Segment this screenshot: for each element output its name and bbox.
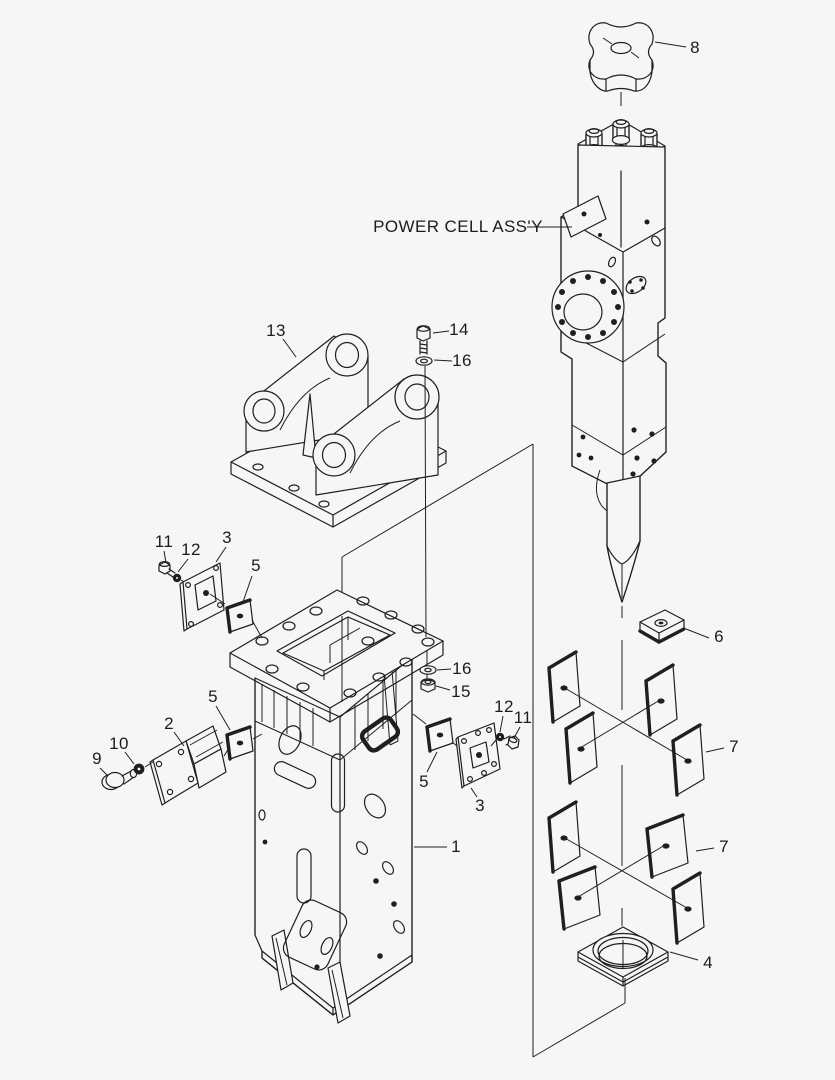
wear-pad-part-6 bbox=[640, 610, 684, 642]
leader-line-16-right bbox=[437, 669, 451, 670]
part-callout-5-lower-left: 5 bbox=[208, 687, 218, 706]
part-callout-10: 10 bbox=[109, 734, 129, 753]
leader-line-11-right bbox=[514, 727, 520, 738]
leader-line-5-right bbox=[427, 752, 437, 772]
part-callout-14: 14 bbox=[449, 320, 469, 339]
leader-line-6 bbox=[686, 629, 709, 638]
mounting-bracket-part-13 bbox=[231, 334, 446, 527]
leader-line-4 bbox=[670, 952, 698, 960]
part-callout-11-left: 11 bbox=[154, 532, 174, 551]
part-callout-power-cell-assy: POWER CELL ASS'Y bbox=[373, 217, 543, 236]
part-callout-12-right: 12 bbox=[494, 697, 514, 716]
part-callout-15: 15 bbox=[451, 682, 471, 701]
leader-line-3-right bbox=[471, 788, 477, 797]
part-callout-16-right: 16 bbox=[452, 659, 472, 678]
wear-pad-part-5-right bbox=[413, 714, 457, 751]
leader-line-7-lower bbox=[696, 848, 714, 851]
part-callout-3-left: 3 bbox=[222, 528, 232, 547]
washer-part-12-left bbox=[173, 574, 181, 582]
part-callout-12-left: 12 bbox=[181, 540, 201, 559]
part-callout-4: 4 bbox=[703, 953, 713, 972]
part-callout-8: 8 bbox=[690, 38, 700, 57]
part-callout-9: 9 bbox=[92, 749, 102, 768]
leader-line-13 bbox=[283, 339, 296, 357]
leader-line-15 bbox=[436, 686, 450, 690]
part-callout-5-upper-left: 5 bbox=[251, 556, 261, 575]
housing-part-1 bbox=[230, 590, 443, 1023]
part-callout-3-right: 3 bbox=[475, 796, 485, 815]
chisel-tool bbox=[607, 476, 640, 602]
bolt-part-11-right bbox=[504, 736, 519, 749]
leader-line-5-lower-left bbox=[216, 706, 230, 730]
bracket-part-2 bbox=[150, 726, 229, 805]
part-callout-1: 1 bbox=[451, 837, 461, 856]
leader-line-7-upper bbox=[706, 748, 724, 752]
leader-line-12-right bbox=[500, 716, 503, 732]
washer-part-16-right bbox=[420, 666, 436, 674]
leader-line-10 bbox=[125, 752, 134, 764]
part-callout-11-right: 11 bbox=[513, 708, 533, 727]
part-callout-2: 2 bbox=[164, 714, 174, 733]
leader-line-9 bbox=[100, 768, 108, 776]
side-plate-part-3-right bbox=[456, 723, 500, 788]
part-callout-7-lower: 7 bbox=[719, 837, 729, 856]
part-callout-13: 13 bbox=[266, 321, 286, 340]
leader-line-16-top bbox=[434, 360, 452, 361]
washer-part-16-top bbox=[416, 357, 432, 365]
pad-group-7-upper bbox=[549, 640, 704, 795]
bolt-part-11-left bbox=[159, 562, 175, 577]
part-callout-6: 6 bbox=[714, 627, 724, 646]
bolt-part-14 bbox=[417, 326, 430, 354]
leader-line-3-left bbox=[216, 547, 226, 562]
leader-line-12-left bbox=[178, 559, 188, 572]
leader-line-2 bbox=[174, 732, 184, 746]
wear-pad-part-5-upper-left bbox=[227, 600, 262, 638]
cap-knob-part-8 bbox=[589, 23, 653, 91]
leader-line-14 bbox=[433, 331, 449, 333]
part-callout-5-right: 5 bbox=[419, 772, 429, 791]
leader-line-5-upper-left bbox=[243, 576, 252, 602]
washer-part-12-right bbox=[496, 733, 504, 741]
leader-line-8 bbox=[655, 42, 686, 47]
thrust-ring-part-4 bbox=[578, 908, 668, 986]
part-callout-7-upper: 7 bbox=[729, 737, 739, 756]
side-plate-part-3-left bbox=[180, 563, 225, 631]
power-cell-assembly bbox=[552, 92, 666, 618]
nut-part-15 bbox=[421, 679, 435, 692]
bolt-part-9 bbox=[102, 770, 137, 790]
part-callout-16-top: 16 bbox=[452, 351, 472, 370]
